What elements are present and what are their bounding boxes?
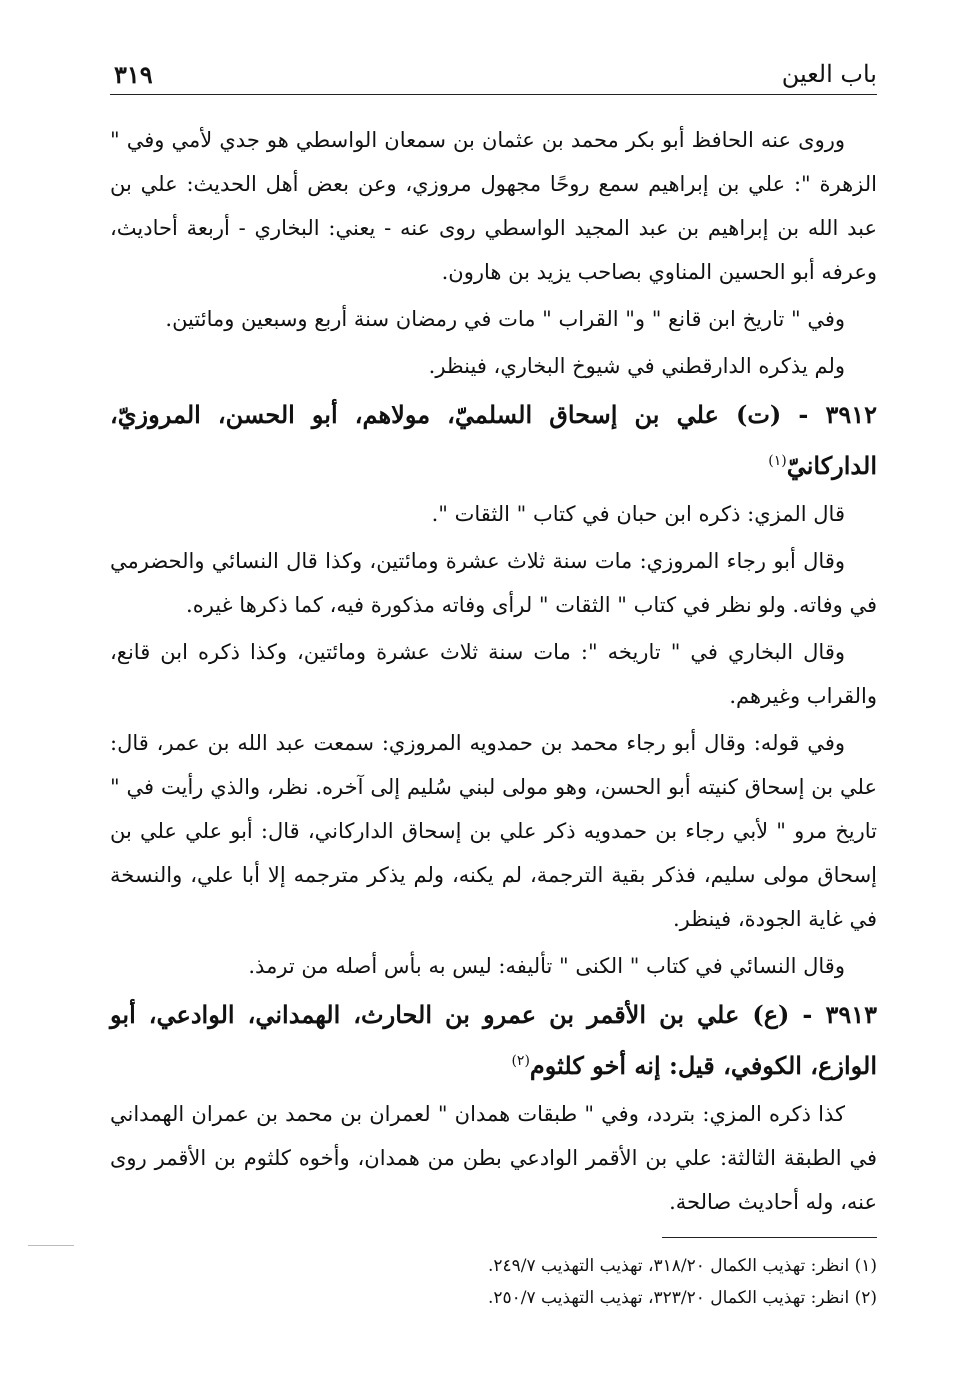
paragraph: [110, 492, 877, 536]
entry-title: ٣٩١٣ - (ع) علي بن الأقمر بن عمرو بن الحارث، الهمداني، الوادعي، أبو الوازع، الكوفي، قيل: إنه أخو كلثوم: [110, 1000, 877, 1080]
paragraph: [110, 539, 877, 627]
paragraph-text: وقال النسائي في كتاب " الكنى " تأليفه: ليس به بأس أصله من ترمذ.: [248, 954, 845, 978]
entry-heading: [110, 391, 877, 489]
paragraph: [110, 297, 877, 341]
paragraph: [110, 344, 877, 388]
main-text: [110, 118, 877, 1227]
paragraph-text: ولم يذكره الدارقطني في شيوخ البخاري، فينظر.: [428, 354, 845, 378]
paragraph-text: وقال أبو رجاء المروزي: مات سنة ثلاث عشرة ومائتين، وكذا قال النسائي والحضرمي في وفاته. ولو نظر في كتاب " الثقات " لرأى وفاته مذكورة فيه، كما ذكرها غيره.: [110, 549, 877, 617]
paragraph-text: وفي قوله: وقال أبو رجاء محمد بن حمدويه المروزي: سمعت عبد الله بن عمر، قال: علي بن إسحاق كنيته أبو الحسن، وهو مولى لبني سُليم إلى آخره. نظر، والذي رأيت في " تاريخ مرو " لأبي رجاء بن حمدويه ذكر علي بن إسحاق الداركاني، قال: أبو علي علي بن إسحاق مولى سليم، فذكر بقية الترجمة، لم يكنه، ولم يذكر مترجمه إلا أبا علي، والنسخة في غاية الجودة، فينظر.: [110, 731, 877, 931]
footnotes: [110, 1250, 877, 1314]
paragraph: [110, 118, 877, 294]
footnote-marker[interactable]: (٢): [511, 1053, 530, 1069]
chapter-title: باب العين: [781, 60, 877, 88]
paragraph-text: قال المزي: ذكره ابن حبان في كتاب " الثقات ".: [431, 502, 845, 526]
entry-title: ٣٩١٢ - (ت) علي بن إسحاق السلميّ، مولاهم، أبو الحسن، المروزيّ، الداركانيّ: [110, 400, 877, 480]
paragraph-text: وروى عنه الحافظ أبو بكر محمد بن عثمان بن سمعان الواسطي هو جدي لأمي وفي " الزهرة ": علي بن إبراهيم سمع روحًا مجهول مروزي، وعن بعض أهل الحديث: علي بن عبد الله بن إبراهيم بن عبد المجيد الواسطي روى عنه - يعني: البخاري - أربعة أحاديث، وعرفه أبو الحسين المناوي بصاحب يزيد بن هارون.: [110, 128, 877, 284]
paragraph: [110, 630, 877, 718]
scan-mark: [28, 1245, 74, 1246]
paragraph-text: كذا ذكره المزي: بتردد، وفي " طبقات همدان " لعمران بن محمد بن عمران الهمداني في الطبقة الثالثة: علي بن الأقمر الوادعي بطن من همدان، وأخوه كلثوم بن الأقمر روى عنه، وله أحاديث صالحة.: [110, 1102, 877, 1214]
paragraph-text: وفي " تاريخ ابن قانع " و" القراب " مات في رمضان سنة أربع وسبعين ومائتين.: [165, 307, 845, 331]
paragraph: [110, 1092, 877, 1224]
footnote: (٢) انظر: تهذيب الكمال ٣٢٣/٢٠، تهذيب التهذيب ٢٥٠/٧.: [487, 1288, 877, 1308]
running-header: [110, 58, 877, 95]
paragraph: [110, 944, 877, 988]
footnote: (١) انظر: تهذيب الكمال ٣١٨/٢٠، تهذيب التهذيب ٢٤٩/٧.: [487, 1256, 877, 1276]
paragraph-text: وقال البخاري في " تاريخه ": مات سنة ثلاث عشرة ومائتين، وكذا ذكره ابن قانع، والقراب وغيرهم.: [110, 640, 877, 708]
footnote-marker[interactable]: (١): [768, 453, 787, 469]
footnote-separator: [662, 1237, 877, 1238]
page-number: ٣١٩: [114, 60, 153, 89]
paragraph: [110, 721, 877, 941]
entry-heading: [110, 991, 877, 1089]
